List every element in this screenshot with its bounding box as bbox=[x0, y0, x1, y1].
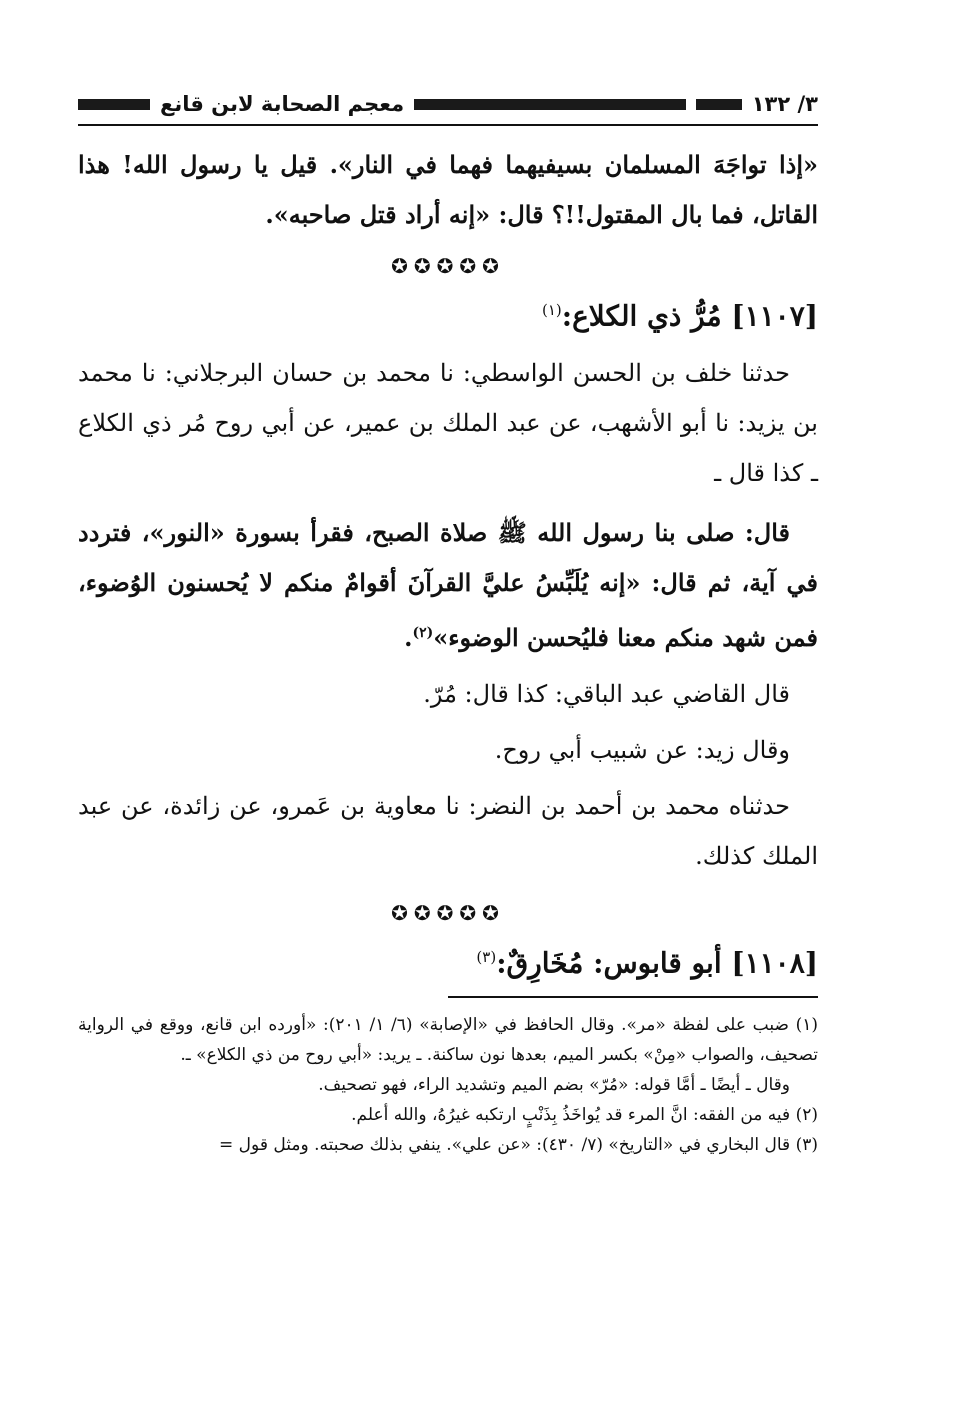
footnote-separator bbox=[448, 996, 818, 998]
header-bar-decoration bbox=[696, 99, 742, 110]
header-bar-decoration bbox=[78, 99, 150, 110]
running-header bbox=[78, 88, 818, 120]
header-rule bbox=[78, 124, 818, 126]
footnote-ref: (٢) bbox=[412, 625, 434, 642]
entry-heading-text: [١١٠٨] أبو قابوس: مُخَارِقٌ: bbox=[496, 946, 818, 980]
hadith-end: . bbox=[404, 623, 413, 653]
section-divider-stars: ✪✪✪✪✪ bbox=[391, 254, 505, 278]
header-bar-decoration bbox=[414, 99, 686, 110]
isnad-paragraph: حدثناه محمد بن أحمد بن النضر: نا معاوية بن عَمرو، عن زائدة، عن عبد الملك كذلك. bbox=[78, 792, 818, 871]
section-divider-stars: ✪✪✪✪✪ bbox=[391, 901, 505, 926]
footnote-ref: (٣) bbox=[476, 948, 497, 967]
commentary-paragraph: قال القاضي عبد الباقي: كذا قال: مُرّ. bbox=[423, 680, 790, 709]
commentary-paragraph: وقال زيد: عن شبيب أبي روح. bbox=[494, 736, 790, 765]
book-title: معجم الصحابة لابن قانع bbox=[160, 92, 405, 116]
footnote-ref: (١) bbox=[541, 301, 562, 319]
entry-heading bbox=[78, 288, 818, 338]
hadith-paragraph bbox=[78, 508, 818, 663]
isnad-paragraph: حدثنا خلف بن الحسن الواسطي: نا محمد بن حسان البرجلاني: نا محمد بن يزيد: نا أبو الأشهب، عن عبد الملك بن عمير، عن أبي روح مُر ذي الكلاع ـ كذا قال ـ bbox=[78, 359, 818, 488]
footnote-3: (٣) قال البخاري في «التاريخ» (٧/ ٤٣٠): «عن علي». ينفي بذلك صحبته. ومثل قول = bbox=[219, 1134, 818, 1155]
footnotes bbox=[78, 1010, 818, 1160]
entry-heading bbox=[78, 935, 818, 985]
hadith-continuation: «إذا تواجَهَ المسلمان بسيفيهما فهما في النار». قيل يا رسول الله! هذا القاتل، فما بال المقتول!!؟ قال: «إنه أراد قتل صاحبه». bbox=[78, 150, 819, 229]
hadith-text: قال: صلى بنا رسول الله ﷺ صلاة الصبح، فقرأ بسورة «النور»، فتردد في آية، ثم قال: «إنه يُلَبِّسُ عليَّ القرآنَ أقوامٌ منكم لا يُحسنون الوُضوء، فمن شهد منكم معنا فليُحسن الوضوء» bbox=[78, 518, 818, 653]
footnote-1-continuation: وقال ـ أيضًا ـ أمَّا قوله: «مُرّ» بضم الميم وتشديد الراء، فهو تصحيف. bbox=[318, 1074, 790, 1095]
footnote-2: (٢) فيه من الفقه: انَّ المرء قد يُواخَذُ بِذَنْبٍ ارتكبه غيرُهُ، والله أعلم. bbox=[351, 1104, 818, 1125]
entry-heading-text: [١١٠٧] مُرُّ ذي الكلاع: bbox=[561, 299, 818, 333]
document-page bbox=[78, 88, 818, 1160]
page-number: ٣/ ١٣٢ bbox=[751, 92, 818, 116]
footnote-1: (١) ضبب على لفظة «مر». وقال الحافظ في «الإصابة» (٦/ ١/ ٢٠١): «أورده ابن قانع، ووقع في الرواية تصحيف، والصواب «مِنْ» بكسر الميم، بعدها نون ساكنة. ـ يريد: «أبي روح من ذي الكلاع» ـ. bbox=[78, 1014, 818, 1065]
